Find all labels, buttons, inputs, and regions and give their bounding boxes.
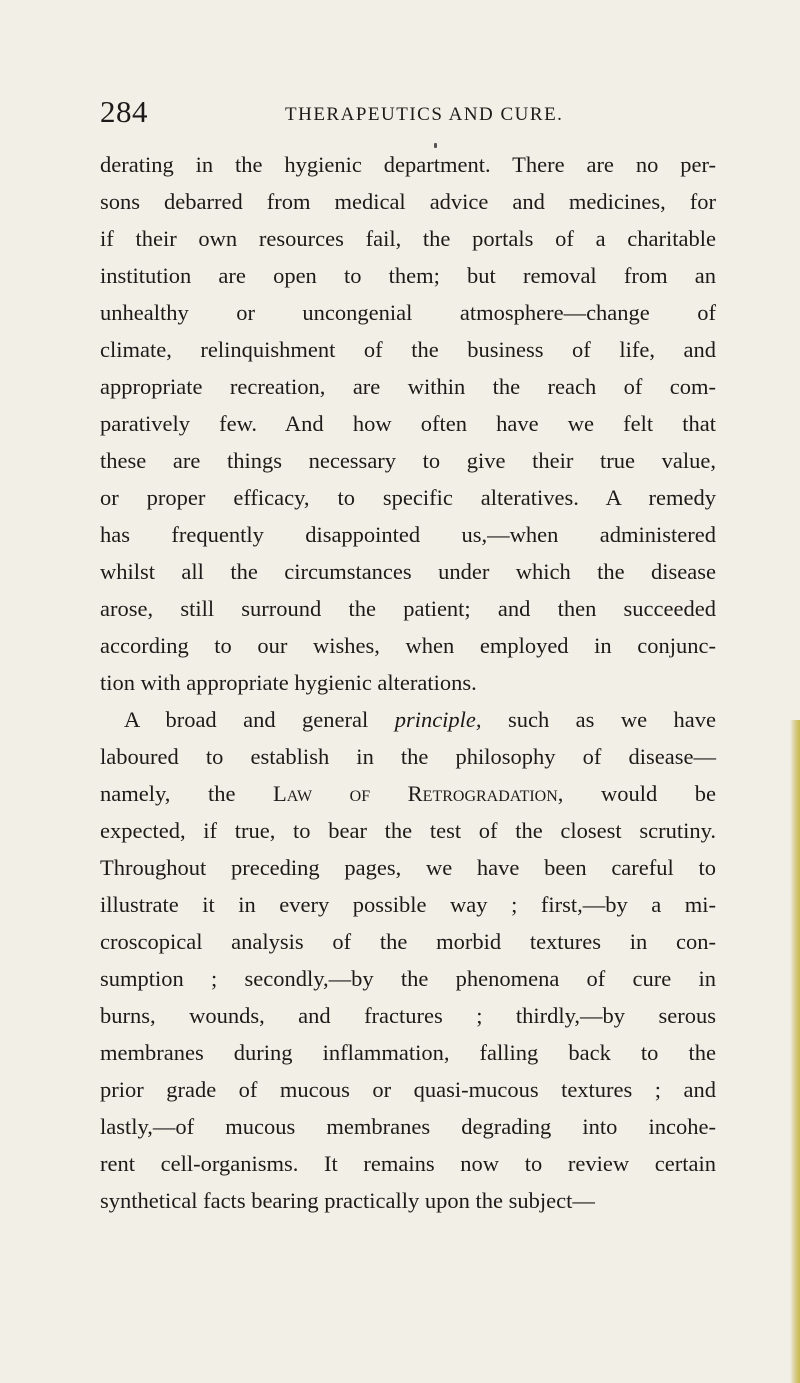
text-line: sumption ; secondly,—by the phenomena of cure in xyxy=(100,966,716,991)
text-line: rent cell-organisms. It remains now to review certain xyxy=(100,1151,716,1176)
body-text xyxy=(100,146,716,1219)
text-line: lastly,—of mucous membranes degrading into incohe- xyxy=(100,1114,716,1139)
text-segment: such as we have xyxy=(507,707,716,732)
text-line: whilst all the circumstances under which the disease xyxy=(100,559,716,584)
page-header xyxy=(100,94,730,134)
text-line: croscopical analysis of the morbid textures in con- xyxy=(100,929,716,954)
text-line: or proper efficacy, to specific alteratives. A remedy xyxy=(100,485,716,510)
text-line: paratively few. And how often have we felt that xyxy=(100,411,716,436)
text-line: synthetical facts bearing practically upon the subject— xyxy=(100,1188,595,1213)
text-line: climate, relinquishment of the business of life, and xyxy=(100,337,716,362)
running-head: THERAPEUTICS AND CURE. xyxy=(285,104,564,125)
text-line: has frequently disappointed us,—when administered xyxy=(100,522,716,547)
text-line: these are things necessary to give their true value, xyxy=(100,448,716,473)
text-line: appropriate recreation, are within the reach of com- xyxy=(100,374,716,399)
text-segment: namely, the xyxy=(100,781,236,806)
text-line xyxy=(100,775,716,812)
text-line: derating in the hygienic department. There are no per- xyxy=(100,152,716,177)
text-line: sons debarred from medical advice and medicines, for xyxy=(100,189,716,214)
text-line: arose, still surround the patient; and then succeeded xyxy=(100,596,716,621)
text-line: expected, if true, to bear the test of the closest scrutiny. xyxy=(100,818,716,843)
text-line: Throughout preceding pages, we have been careful to xyxy=(100,855,716,880)
text-line: unhealthy or uncongenial atmosphere—change of xyxy=(100,300,716,325)
text-line: laboured to establish in the philosophy of disease— xyxy=(100,744,716,769)
paragraph-first-line xyxy=(100,701,716,738)
emphasis-principle: principle, xyxy=(394,707,482,732)
text-line: membranes during inflammation, falling back to the xyxy=(100,1040,716,1065)
text-line: institution are open to them; but removal from an xyxy=(100,263,716,288)
page-number: 284 xyxy=(100,94,148,129)
page-edge-shading xyxy=(790,720,800,1383)
text-line: according to our wishes, when employed in conjunc- xyxy=(100,633,716,658)
text-segment: A broad and general xyxy=(124,707,369,732)
text-line: illustrate it in every possible way ; first,—by a mi- xyxy=(100,892,716,917)
text-line: burns, wounds, and fractures ; thirdly,—by serous xyxy=(100,1003,716,1028)
text-line: if their own resources fail, the portals of a charitable xyxy=(100,226,716,251)
law-of-retrogradation: Law of Retrogradation, xyxy=(273,781,564,806)
text-line: tion with appropriate hygienic alterations. xyxy=(100,670,477,695)
text-line: prior grade of mucous or quasi-mucous textures ; and xyxy=(100,1077,716,1102)
text-segment: would be xyxy=(600,781,717,806)
